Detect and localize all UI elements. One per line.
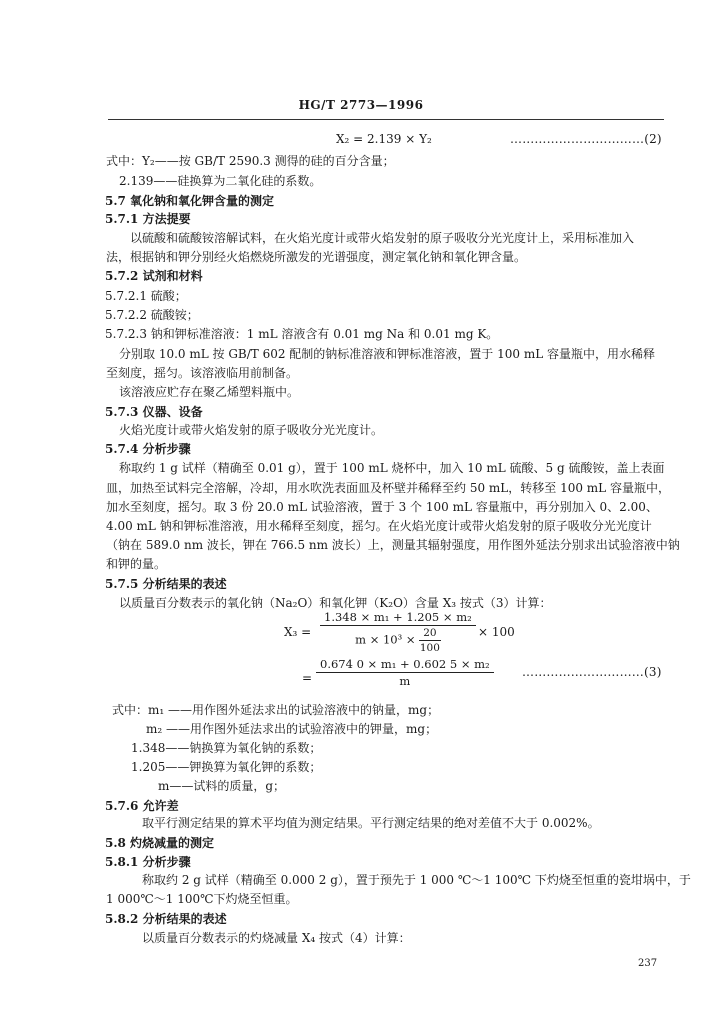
text-line: （钠在 589.0 nm 波长，钾在 766.5 nm 波长）上，测量其辐射强度，用作图外延法分别求出试验溶液中钠	[106, 538, 680, 552]
text-line: 1.205——钾换算为氧化钾的系数；	[131, 760, 322, 774]
text-line: 皿，加热至试料完全溶解，冷却，用水吹洗表面皿及杯壁并稀释至约 50 mL，转移至 100 mL 容量瓶中，	[106, 481, 670, 495]
inner-fraction	[419, 627, 440, 654]
text-line: 式中：m₁ ——用作图外延法求出的试验溶液中的钠量，mg；	[112, 703, 440, 717]
text-line: m₂ ——用作图外延法求出的试验溶液中的钾量，mg；	[146, 722, 438, 736]
equation-3-number: …………………………(3)	[522, 665, 662, 679]
section-heading: 5.7.1 方法提要	[105, 212, 191, 226]
text-line: 5.7.2.2 硫酸铵；	[105, 308, 199, 322]
page-header: HG/T 2773—1996	[298, 98, 424, 112]
fraction-denominator	[355, 626, 440, 654]
section-heading: 5.8.2 分析结果的表述	[105, 912, 227, 926]
fraction-numerator: 1.348 × m₁ + 1.205 × m₂	[320, 610, 476, 626]
equation-3-equals: =	[302, 671, 313, 685]
equation-3-fraction-2	[316, 657, 494, 688]
denominator-prefix: m × 10³ ×	[355, 632, 416, 647]
text-line: 称取约 1 g 试样（精确至 0.01 g），置于 100 mL 烧杯中，加入 10 mL 硫酸、5 g 硫酸铵，盖上表面	[119, 461, 665, 475]
section-heading: 5.7.6 允许差	[105, 799, 179, 813]
inner-denominator: 100	[419, 642, 440, 654]
text-line: 5.7.2.1 硫酸；	[105, 289, 187, 303]
text-line: 1 000℃～1 100℃下灼烧至恒重。	[106, 892, 298, 906]
text-line: 称取约 2 g 试样（精确至 0.000 2 g），置于预先于 1 000 ℃～1 100℃ 下灼烧至恒重的瓷坩埚中，于	[142, 873, 691, 887]
text-line: 加水至刻度，摇匀。取 3 份 20.0 mL 试验溶液，置于 3 个 100 mL 容量瓶中，再分别加入 0、2.00、	[106, 500, 658, 514]
text-line: 火焰光度计或带火焰发射的原子吸收分光光度计。	[119, 423, 384, 437]
text-line: 式中：Y₂——按 GB/T 2590.3 测得的硅的百分含量；	[106, 154, 395, 168]
equation-2-number: ……………………………(2)	[510, 132, 662, 146]
page-number: 237	[638, 958, 658, 969]
text-line: 至刻度，摇匀。该溶液临用前制备。	[106, 366, 299, 380]
equation-3-multiplier: × 100	[478, 625, 515, 639]
text-line: 2.139——硅换算为二氧化硅的系数。	[119, 174, 322, 188]
text-line: 4.00 mL 钠和钾标准溶液，用水稀释至刻度，摇匀。在火焰光度计或带火焰发射的原子吸收分光光度计	[106, 519, 652, 533]
section-heading: 5.7 氧化钠和氧化钾含量的测定	[105, 194, 275, 208]
fraction-denominator: m	[399, 674, 411, 688]
text-line: 和钾的量。	[106, 557, 167, 571]
fraction-numerator: 0.674 0 × m₁ + 0.602 5 × m₂	[316, 657, 494, 673]
text-line: 该溶液应贮存在聚乙烯塑料瓶中。	[119, 385, 300, 399]
header-rule	[108, 119, 664, 120]
text-line: 分别取 10.0 mL 按 GB/T 602 配制的钠标准溶液和钾标准溶液，置于 100 mL 容量瓶中，用水稀释	[119, 347, 656, 361]
text-line: 法，根据钠和钾分别经火焰燃烧所激发的光谱强度，测定氧化钠和氧化钾含量。	[106, 250, 527, 264]
text-line: m——试料的质量，g；	[158, 779, 286, 793]
text-line: 取平行测定结果的算术平均值为测定结果。平行测定结果的绝对差值不大于 0.002%。	[142, 816, 600, 830]
section-heading: 5.7.4 分析步骤	[105, 442, 191, 456]
equation-3-lhs: X₃ =	[284, 625, 312, 639]
text-line: 以硫酸和硫酸铵溶解试料，在火焰光度计或带火焰发射的原子吸收分光光度计上，采用标准加入	[130, 231, 635, 245]
equation-2: X₂ = 2.139 × Y₂	[336, 132, 432, 146]
section-heading: 5.7.5 分析结果的表述	[105, 577, 227, 591]
equation-3-fraction-1	[320, 610, 476, 654]
text-line: 1.348——钠换算为氧化钠的系数；	[131, 741, 322, 755]
section-heading: 5.8.1 分析步骤	[105, 855, 191, 869]
section-heading: 5.8 灼烧减量的测定	[105, 836, 215, 850]
text-line: 5.7.2.3 钠和钾标准溶液：1 mL 溶液含有 0.01 mg Na 和 0.01 mg K。	[105, 327, 499, 341]
section-heading: 5.7.2 试剂和材料	[105, 269, 203, 283]
section-heading: 5.7.3 仪器、设备	[105, 405, 203, 419]
text-line: 以质量百分数表示的灼烧减量 X₄ 按式（4）计算：	[142, 931, 411, 945]
inner-numerator: 20	[419, 627, 440, 641]
text-line: 以质量百分数表示的氧化钠（Na₂O）和氧化钾（K₂O）含量 X₃ 按式（3）计算：	[119, 596, 552, 610]
